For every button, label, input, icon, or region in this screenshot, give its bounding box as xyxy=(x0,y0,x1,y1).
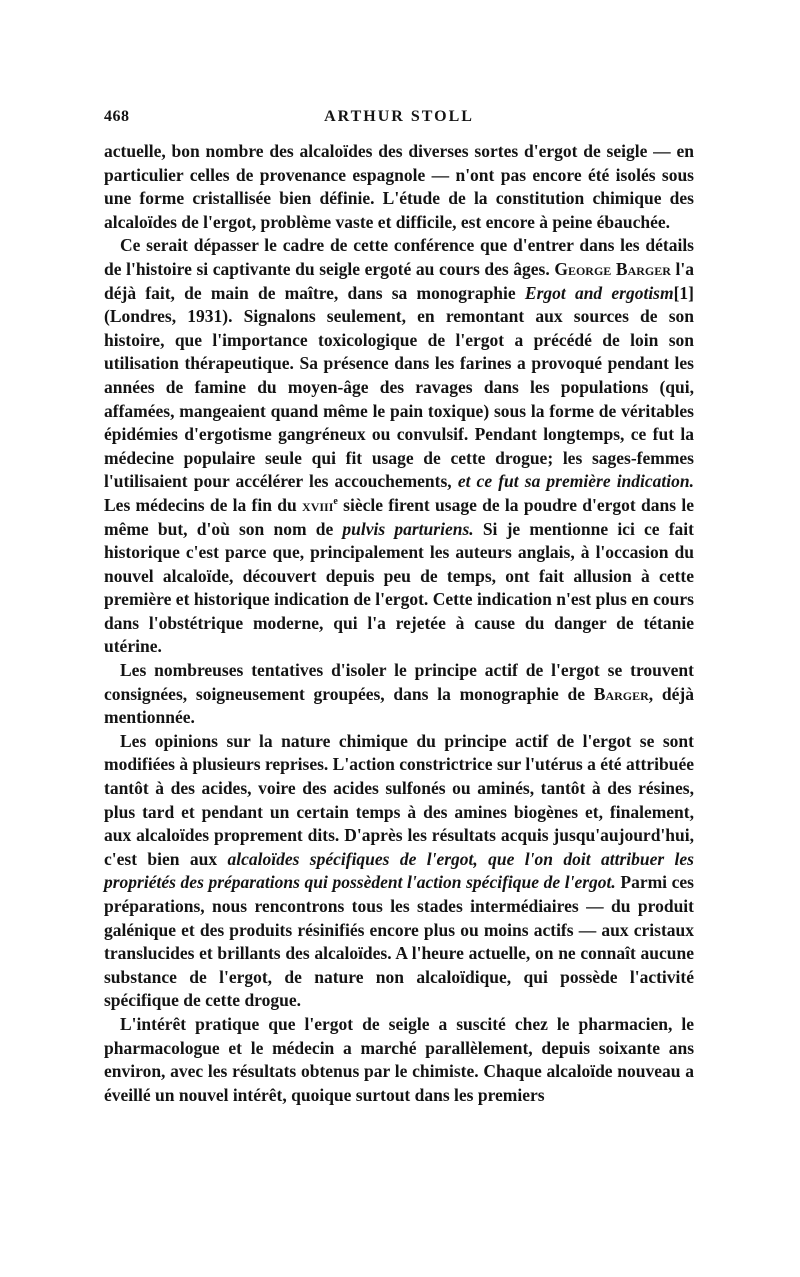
running-head xyxy=(104,108,694,132)
body-text xyxy=(104,140,694,1107)
text-run: , déjà mentionnée. xyxy=(104,683,695,728)
century-numeral: xviii xyxy=(302,494,334,515)
author-name: George Barger xyxy=(554,258,671,279)
paragraph-1: actuelle, bon nombre des alcaloïdes des diverses sortes d'ergot de seigle — en particulier celles de provenance espagnole — n'ont pas encore été isolés sous une forme cristallisée bien définie. L'étude de la constitution chimique des alcaloïdes de l'ergot, problème vaste et difficile, est encore à peine ébauchée. xyxy=(104,141,694,232)
paragraph-5: L'intérêt pratique que l'ergot de seigle a suscité chez le pharmacien, le pharmacologue et le médecin a marché parallèlement, depuis soixante ans environ, avec les résultats obtenus par le chimiste. Chaque alcaloïde nouveau a éveillé un nouvel intérêt, quoique surtout dans les premiers xyxy=(104,1013,694,1105)
century-superscript: e xyxy=(333,496,338,508)
text-run: Les médecins de la fin du xyxy=(104,494,297,515)
page-number: 468 xyxy=(104,108,130,125)
paragraph-4 xyxy=(104,730,694,1013)
text-run: Si je mentionne ici ce fait historique c'est parce que, principalement les auteurs anglais, à l'occasion du nouvel alcaloïde, découvert depuis peu de temps, ont fait allusion à cette première et historique indication de l'ergot. Cette indication n'est plus en cours dans l'obstétrique moderne, qui l'a rejetée à cause du danger de tétanie utérine. xyxy=(104,518,694,657)
book-title: Ergot and ergotism xyxy=(524,282,674,303)
running-title: ARTHUR STOLL xyxy=(324,108,474,125)
paragraph-2 xyxy=(104,234,694,659)
text-run: siècle firent usage de la poudre d'ergot dans le même but, d'où son nom de xyxy=(104,494,694,539)
text-run: l'a déjà fait, de main de maître, dans sa monographie xyxy=(104,258,695,303)
latin-term: pulvis parturiens. xyxy=(342,518,474,539)
text-run: Les nombreuses tentatives d'isoler le principe actif de l'ergot se trouvent consignées, soigneusement groupées, dans la monographie de xyxy=(104,660,694,704)
italic-phrase: alcaloïdes spécifiques de l'ergot, que l'on doit attribuer les propriétés des préparations qui possèdent l'action spécifique de l'ergot. xyxy=(104,848,694,893)
text-run: Les opinions sur la nature chimique du principe actif de l'ergot se sont modifiées à plusieurs reprises. L'action constrictrice sur l'utérus a été attribuée tantôt à des acides, voire des acides sulfonés ou aminés, tantôt à des résines, plus tard et pendant un certain temps à des amines biogènes et, finalement, aux alcaloïdes proprement dits. D'après les résultats acquis jusqu'aujourd'hui, c'est bien aux xyxy=(104,730,694,869)
text-run: Parmi ces préparations, nous rencontrons tous les stades intermédiaires — du produit galénique et des produits résinifiés encore plus ou moins actifs — aux cristaux translucides et brillants des alcaloïdes. A l'heure actuelle, on ne connaît aucune substance de l'ergot, de nature non alcaloïdique, qui possède l'activité spécifique de cette drogue. xyxy=(104,872,694,1011)
text-run: [1] (Londres, 1931). Signalons seulement, en remontant aux sources de son histoire, que l'importance toxicologique de l'ergot a précédé de loin son utilisation thérapeutique. Sa présence dans les farines a provoqué pendant les années de famine du moyen-âge des ravages dans les populations (qui, affamées, mangeaient quand même le pain toxique) sous la forme de véritables épidémies d'ergotisme gangréneux ou convulsif. Pendant longtemps, ce fut la médecine populaire seule qui fit usage de cette drogue; les sages-femmes l'utilisaient pour accélérer les accouchements, xyxy=(104,282,695,492)
paragraph-3 xyxy=(104,659,694,730)
italic-phrase: et ce fut sa première indication. xyxy=(457,471,695,492)
author-name: Barger xyxy=(593,683,649,704)
text-run: Ce serait dépasser le cadre de cette conférence que d'entrer dans les détails de l'histoire si captivante du seigle ergoté au cours des âges. xyxy=(104,235,694,279)
